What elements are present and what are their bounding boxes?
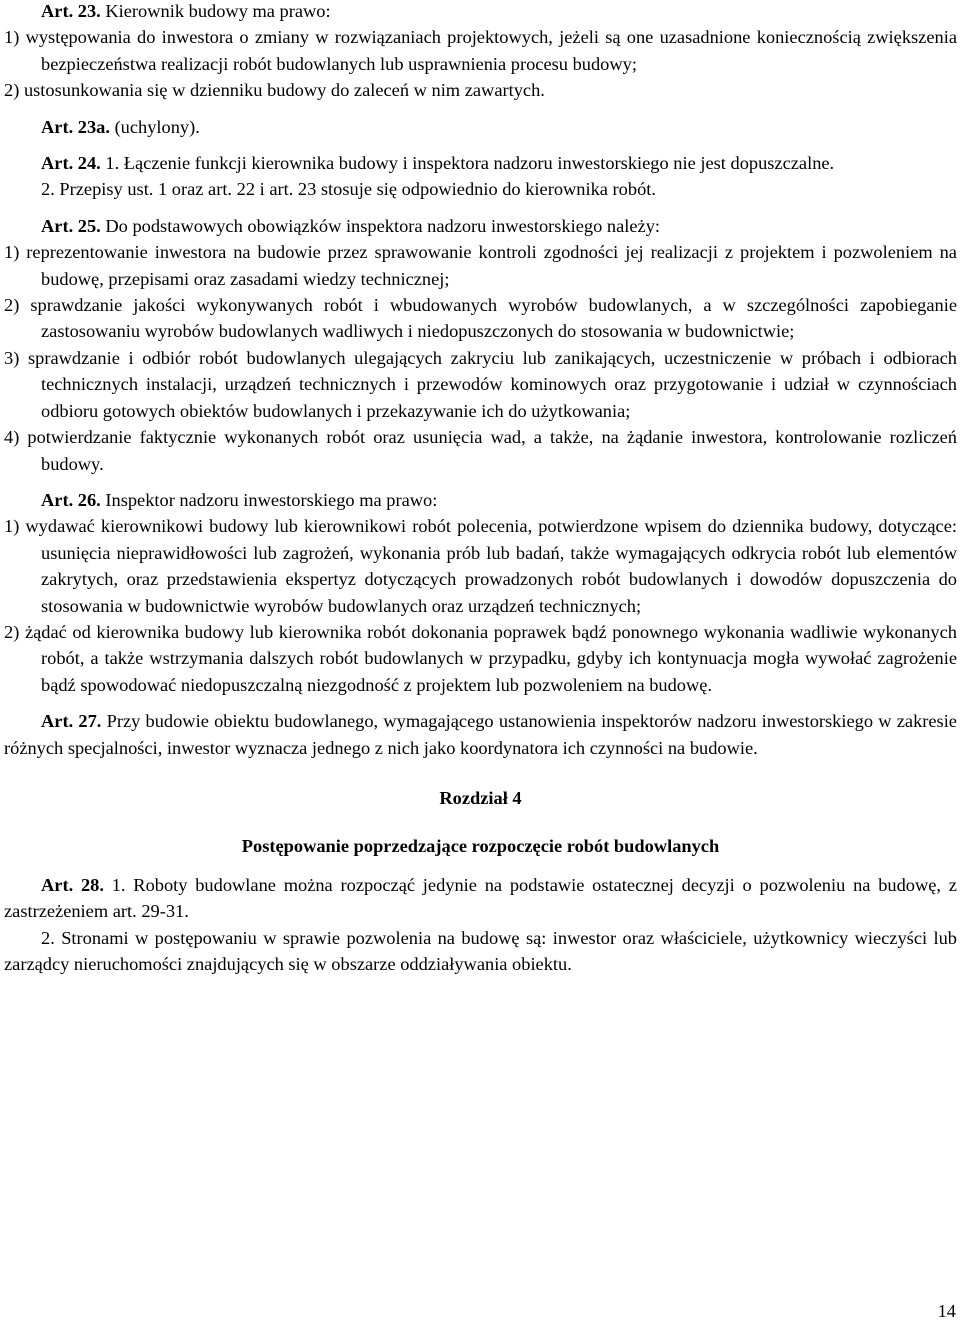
art26-intro: Inspektor nadzoru inwestorskiego ma prawo: [105,489,438,510]
art27-text: Przy budowie obiektu budowlanego, wymagającego ustanowienia inspektorów nadzoru inwestorskiego w zakresie różnych specjalności, inwestor wyznacza jednego z nich jako koordynatora ich czynności na budowie. [4,711,957,758]
art23-label: Art. 23. [41,1,101,21]
document-page [4,0,957,977]
art28-p2-text: Stronami w postępowaniu w sprawie pozwolenia na budowę są: inwestor oraz właściciele, użytkownicy wieczyści lub zarządcy nieruchomości znajdujących się w obszarze oddziaływania obiektu. [4,927,957,974]
art25-item-4: 4) potwierdzanie faktycznie wykonanych robót oraz usunięcia wad, a także, na żądanie inwestora, kontrolowanie rozliczeń budowy. [4,427,957,474]
art23a-label: Art. 23a. [41,116,110,137]
art23-heading [4,0,957,24]
art24-label: Art. 24. [41,153,101,174]
art24-p2: 2. Przepisy ust. 1 oraz art. 22 i art. 23 stosuje się odpowiednio do kierownika robót. [41,179,656,200]
art26-item-2: 2) żądać od kierownika budowy lub kierownika robót dokonania poprawek bądź ponownego wykonania wadliwie wykonanych robót, a także wstrzymania dalszych robót budowlanych w przypadku, gdyby ich kontynuacja mogła wywołać zagrożenie bądź spowodować niedopuszczalną niezgodność z projektem lub pozwoleniem na budowę. [4,621,957,695]
art27-label: Art. 27. [41,711,102,732]
art24-p1: Art. 24. 1. Łączenie funkcji kierownika budowy i inspektora nadzoru inwestorskiego nie jest dopuszczalne. [41,153,835,174]
art23-intro: Kierownik budowy ma prawo: [105,1,331,21]
art26-item-1: 1) wydawać kierownikowi budowy lub kierownikowi robót polecenia, potwierdzone wpisem do dziennika budowy, dotyczące: usunięcia nieprawidłowości lub zagrożeń, wykonania prób lub badań, także wymagających odkrycia robót lub elementów zakrytych, oraz przedstawienia ekspertyz dotyczących prowadzonych robót budowlanych i dowodów dopuszczenia do stosowania w budownictwie wyrobów budowlanych oraz urządzeń technicznych; [4,516,957,616]
art25-intro: Do podstawowych obowiązków inspektora nadzoru inwestorskiego należy: [105,215,661,236]
art25-item-3: 3) sprawdzanie i odbiór robót budowlanych ulegających zakryciu lub zanikających, uczestniczenie w próbach i odbiorach technicznych instalacji, urządzeń technicznych i przewodów kominowych oraz przygotowanie i udział w czynnościach odbioru gotowych obiektów budowlanych i przekazywanie ich do użytkowania; [4,347,957,421]
art24-p1-text: Łączenie funkcji kierownika budowy i inspektora nadzoru inwestorskiego nie jest dopuszczalne. [123,153,835,174]
art28-p1: Art. 28. 1. Roboty budowlane można rozpocząć jedynie na podstawie ostatecznej decyzji o pozwoleniu na budowę, z zastrzeżeniem art. 29-31. [4,874,957,922]
art26-label: Art. 26. [41,489,101,510]
chapter-title: Postępowanie poprzedzające rozpoczęcie robót budowlanych [241,836,720,857]
art25-label: Art. 25. [41,215,101,236]
art28-p1-text: Roboty budowlane można rozpocząć jedynie na podstawie ostatecznej decyzji o pozwoleniu na budowę, z zastrzeżeniem art. 29-31. [4,874,957,922]
art28-p2: 2. Stronami w postępowaniu w sprawie pozwolenia na budowę są: inwestor oraz właściciele, użytkownicy wieczyści lub zarządcy nieruchomości znajdujących się w obszarze oddziaływania obiektu. [4,927,957,974]
art27 [4,708,957,761]
art23a [4,114,957,140]
chapter-number: Rozdział 4 [439,787,522,808]
art23-item-1: 1) występowania do inwestora o zmiany w rozwiązaniach projektowych, jeżeli są one uzasadnione koniecznością zwiększenia bezpieczeństwa realizacji robót budowlanych lub usprawnienia procesu budowy; [4,27,957,74]
art24-p2-text: Przepisy ust. 1 oraz art. 22 i art. 23 stosuje się odpowiednio do kierownika robót. [59,179,656,200]
art23-item-2: 2) ustosunkowania się w dzienniku budowy do zaleceń w nim zawartych. [4,80,545,101]
art28-label: Art. 28. [41,874,104,895]
page-number: 14 [937,1300,956,1321]
art25-item-1: 1) reprezentowanie inwestora na budowie przez sprawowanie kontroli zgodności jej realizacji z projektem i pozwoleniem na budowę, przepisami oraz zasadami wiedzy technicznej; [4,242,957,289]
art25-heading [4,213,957,239]
art23a-text: (uchylony). [114,116,200,137]
art25-item-2: 2) sprawdzanie jakości wykonywanych robót i wbudowanych wyrobów budowlanych, a w szczególności zapobieganie zastosowaniu wyrobów budowlanych wadliwych i niedopuszczonych do stosowania w budownictwie; [4,295,957,342]
art26-heading [4,487,957,513]
